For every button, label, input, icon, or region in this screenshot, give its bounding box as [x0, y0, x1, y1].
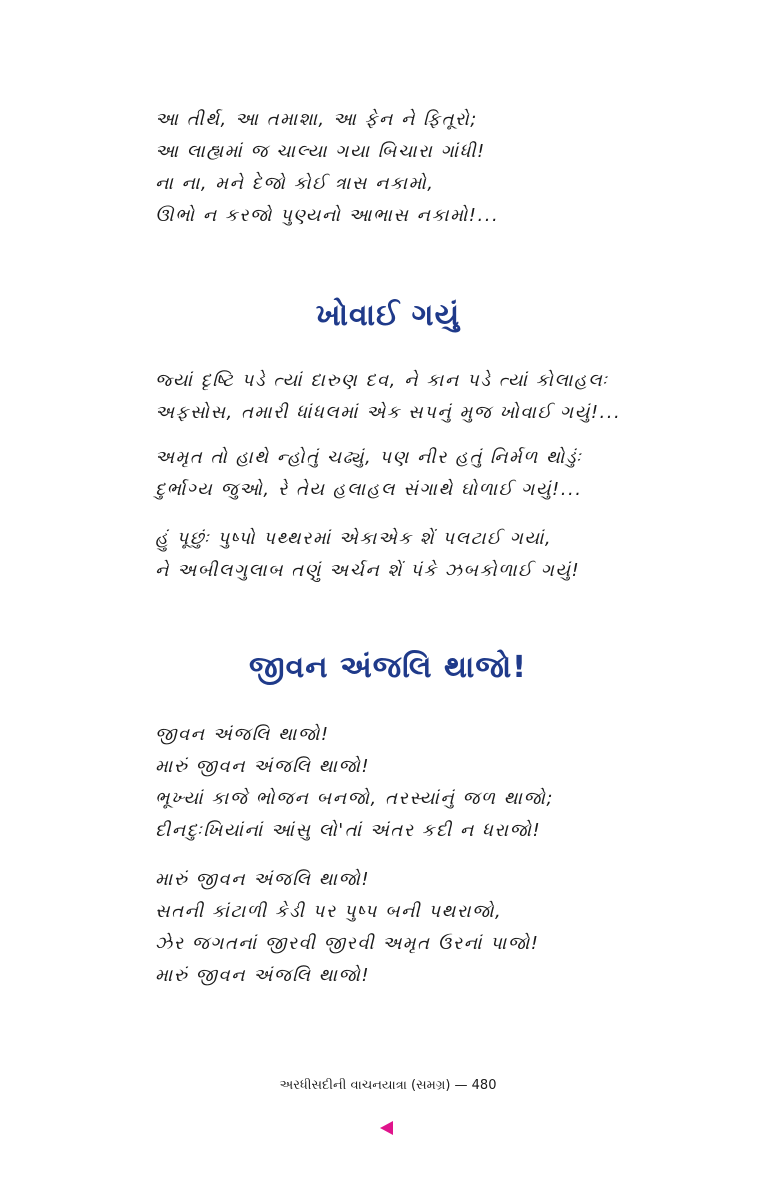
poem-title-jivan-anjali: જીવન અંજલિ થાજો!	[249, 650, 527, 685]
poem-line: મારું જીવન અંજલિ થાજો!	[155, 756, 371, 777]
poem-line: જ્યાં દૃષ્ટિ પડે ત્યાં દારુણ દવ, ને કાન પડે ત્યાં કોલાહલઃ	[155, 370, 609, 391]
poem-line: મારું જીવન અંજલિ થાજો!	[155, 869, 371, 890]
poem-line: અમૃત તો હાથે ન્હોતું ચઢ્યું, પણ નીર હતું નિર્મળ થોડુંઃ	[155, 447, 583, 468]
poem2-stanza-2	[155, 864, 715, 992]
poem-line: ના ના, મને દેજો કોઈ ત્રાસ નકામો,	[155, 173, 435, 194]
intro-stanza	[155, 104, 715, 232]
poem-line: દુર્ભાગ્ય જુઓ, રે તેય હલાહલ સંગાથે ઘોળાઈ ગયું!...	[155, 479, 583, 500]
poem1-stanza-1	[155, 365, 715, 429]
poem2-stanza-1	[155, 719, 715, 847]
page-footer: અરધીસદીની વાચનયાત્રા (સમગ્ર) — 480	[279, 1078, 497, 1093]
poem1-stanza-3	[155, 523, 715, 587]
poem-line: જીવન અંજલિ થાજો!	[155, 724, 330, 745]
poem-title-khovai-gayu: ખોવાઈ ગયું	[315, 298, 461, 333]
poem-line: આ લાહ્યમાં જ ચાલ્યા ગયા બિચારા ગાંધી!	[155, 141, 486, 162]
poem-line: ભૂખ્યાં કાજે ભોજન બનજો, તરસ્યાંનું જળ થાજો;	[155, 788, 554, 809]
previous-page-triangle-icon[interactable]	[380, 1121, 393, 1135]
poem-line: ઊભો ન કરજો પુણ્યનો આભાસ નકામો!...	[155, 205, 500, 226]
poem-line: મારું જીવન અંજલિ થાજો!	[155, 965, 371, 986]
poem-line: અફસોસ, તમારી ધાંધલમાં એક સપનું મુજ ખોવાઈ ગયું!...	[155, 402, 622, 423]
poem-line: દીનદુઃખિયાંનાં આંસુ લો'તાં અંતર કદી ન ધરાજો!	[155, 820, 542, 841]
poem-line: આ તીર્થ, આ તમાશા, આ ફેન ને ફિતૂરો;	[155, 109, 478, 130]
poem1-stanza-2	[155, 442, 715, 506]
poem-line: ઝેર જગતનાં જીરવી જીરવી અમૃત ઉરનાં પાજો!	[155, 933, 540, 954]
poem-line: સતની કાંટાળી કેડી પર પુષ્પ બની પથરાજો,	[155, 901, 503, 922]
poem-line: ને અબીલગુલાબ તણું અર્ચન શેં પંકે ઝબકોળાઈ ગયું!	[155, 560, 581, 581]
poem-line: હું પૂછુંઃ પુષ્પો પથ્થરમાં એકાએક શેં પલટાઈ ગયાં,	[155, 528, 553, 549]
